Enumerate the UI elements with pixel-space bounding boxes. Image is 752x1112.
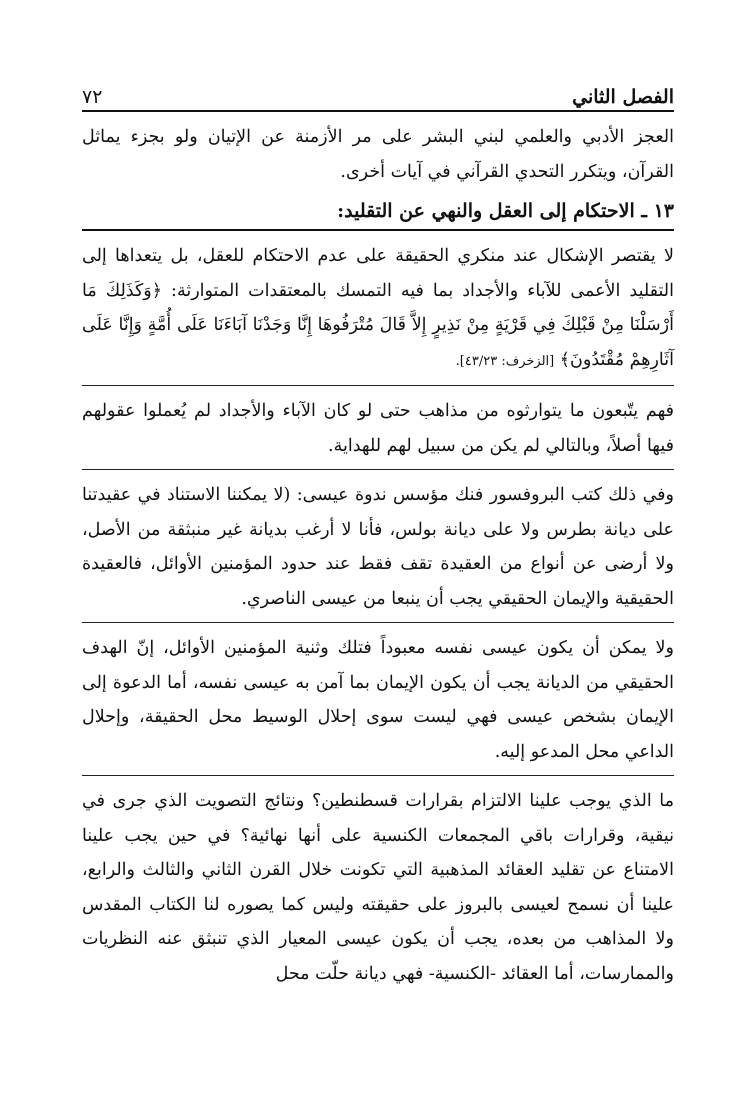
paragraph-separator — [82, 775, 674, 776]
verse-citation: [الزخرف: ٤٣/٢٣]. — [455, 353, 555, 369]
page-number: ٧٢ — [82, 86, 103, 108]
document-page — [82, 78, 674, 991]
paragraph-separator — [82, 385, 674, 386]
intro-paragraph: العجز الأدبي والعلمي لبني البشر على مر الأزمنة عن الإتيان ولو بجزء يماثل القرآن، ويتكرر التحدي القرآني في آيات أخرى. — [82, 127, 674, 182]
paragraph-separator — [82, 469, 674, 470]
paragraph-separator — [82, 622, 674, 623]
paragraph-4: ولا يمكن أن يكون عيسى نفسه معبوداً فتلك وثنية المؤمنين الأوائل، إنّ الهدف الحقيقي من الديانة يجب أن يكون الإيمان بما آمن به عيسى نفسه، أما الدعوة إلى الإيمان بشخص عيسى فهي ليست سوى إحلال الوسيط محل الحقيقة، وإحلال الداعي محل المدعو إليه. — [82, 638, 674, 762]
quran-verse: ﴿وَكَذَلِكَ مَا أَرْسَلْنَا مِنْ قَبْلِكَ فِي قَرْيَةٍ مِنْ نَذِيرٍ إِلاَّ قَالَ مُتْرَفُوهَا إِنَّا وَجَدْنَا آبَاءَنَا عَلَى أُمَّةٍ وَإِنَّا عَلَى آثَارِهِمْ مُقْتَدُونَ﴾ — [82, 280, 674, 370]
paragraph-2: فهم يتّبعون ما يتوارثوه من مذاهب حتى لو كان الآباء والأجداد لم يُعملوا عقولهم فيها أصلاً، وبالتالي لم يكن من سبيل لهم للهداية. — [82, 401, 674, 456]
page-header — [82, 78, 674, 112]
paragraph-1-text: لا يقتصر الإشكال عند منكري الحقيقة على عدم الاحتكام للعقل، بل يتعداها إلى التقليد الأعمى للآباء والأجداد بما فيه التمسك بالمعتقدات المتوارثة: — [82, 246, 674, 301]
chapter-title: الفصل الثاني — [572, 86, 674, 108]
paragraph-1 — [82, 239, 674, 379]
paragraph-3: وفي ذلك كتب البروفسور فنك مؤسس ندوة عيسى: (لا يمكننا الاستناد في عقيدتنا على ديانة بطرس ولا على ديانة بولس، فأنا لا أرغب بديانة غير منبثقة من الأصل، ولا أرضى عن أنواع من العقيدة تقف فقط عند حدود المؤمنين الأوائل، فالعقيدة الحقيقية والإيمان الحقيقي يجب أن ينبعا من عيسى الناصري. — [82, 485, 674, 609]
section-heading: ١٣ ـ الاحتكام إلى العقل والنهي عن التقليد: — [82, 193, 674, 231]
paragraph-5: ما الذي يوجب علينا الالتزام بقرارات قسطنطين؟ ونتائج التصويت الذي جرى في نيقية، وقرارات باقي المجمعات الكنسية على أنها نهائية؟ في حين يجب علينا الامتناع عن تقليد العقائد المذهبية التي تكونت خلال القرن الثاني والثالث والرابع، علينا أن نسمح لعيسى بالبروز على حقيقته وليس كما يصوره لنا الكتاب المقدس ولا المذاهب من بعده، يجب أن يكون عيسى المعيار الذي تنبثق عنه النظريات والممارسات، أما العقائد -الكنسية- فهي ديانة حلّت محل — [82, 791, 674, 984]
